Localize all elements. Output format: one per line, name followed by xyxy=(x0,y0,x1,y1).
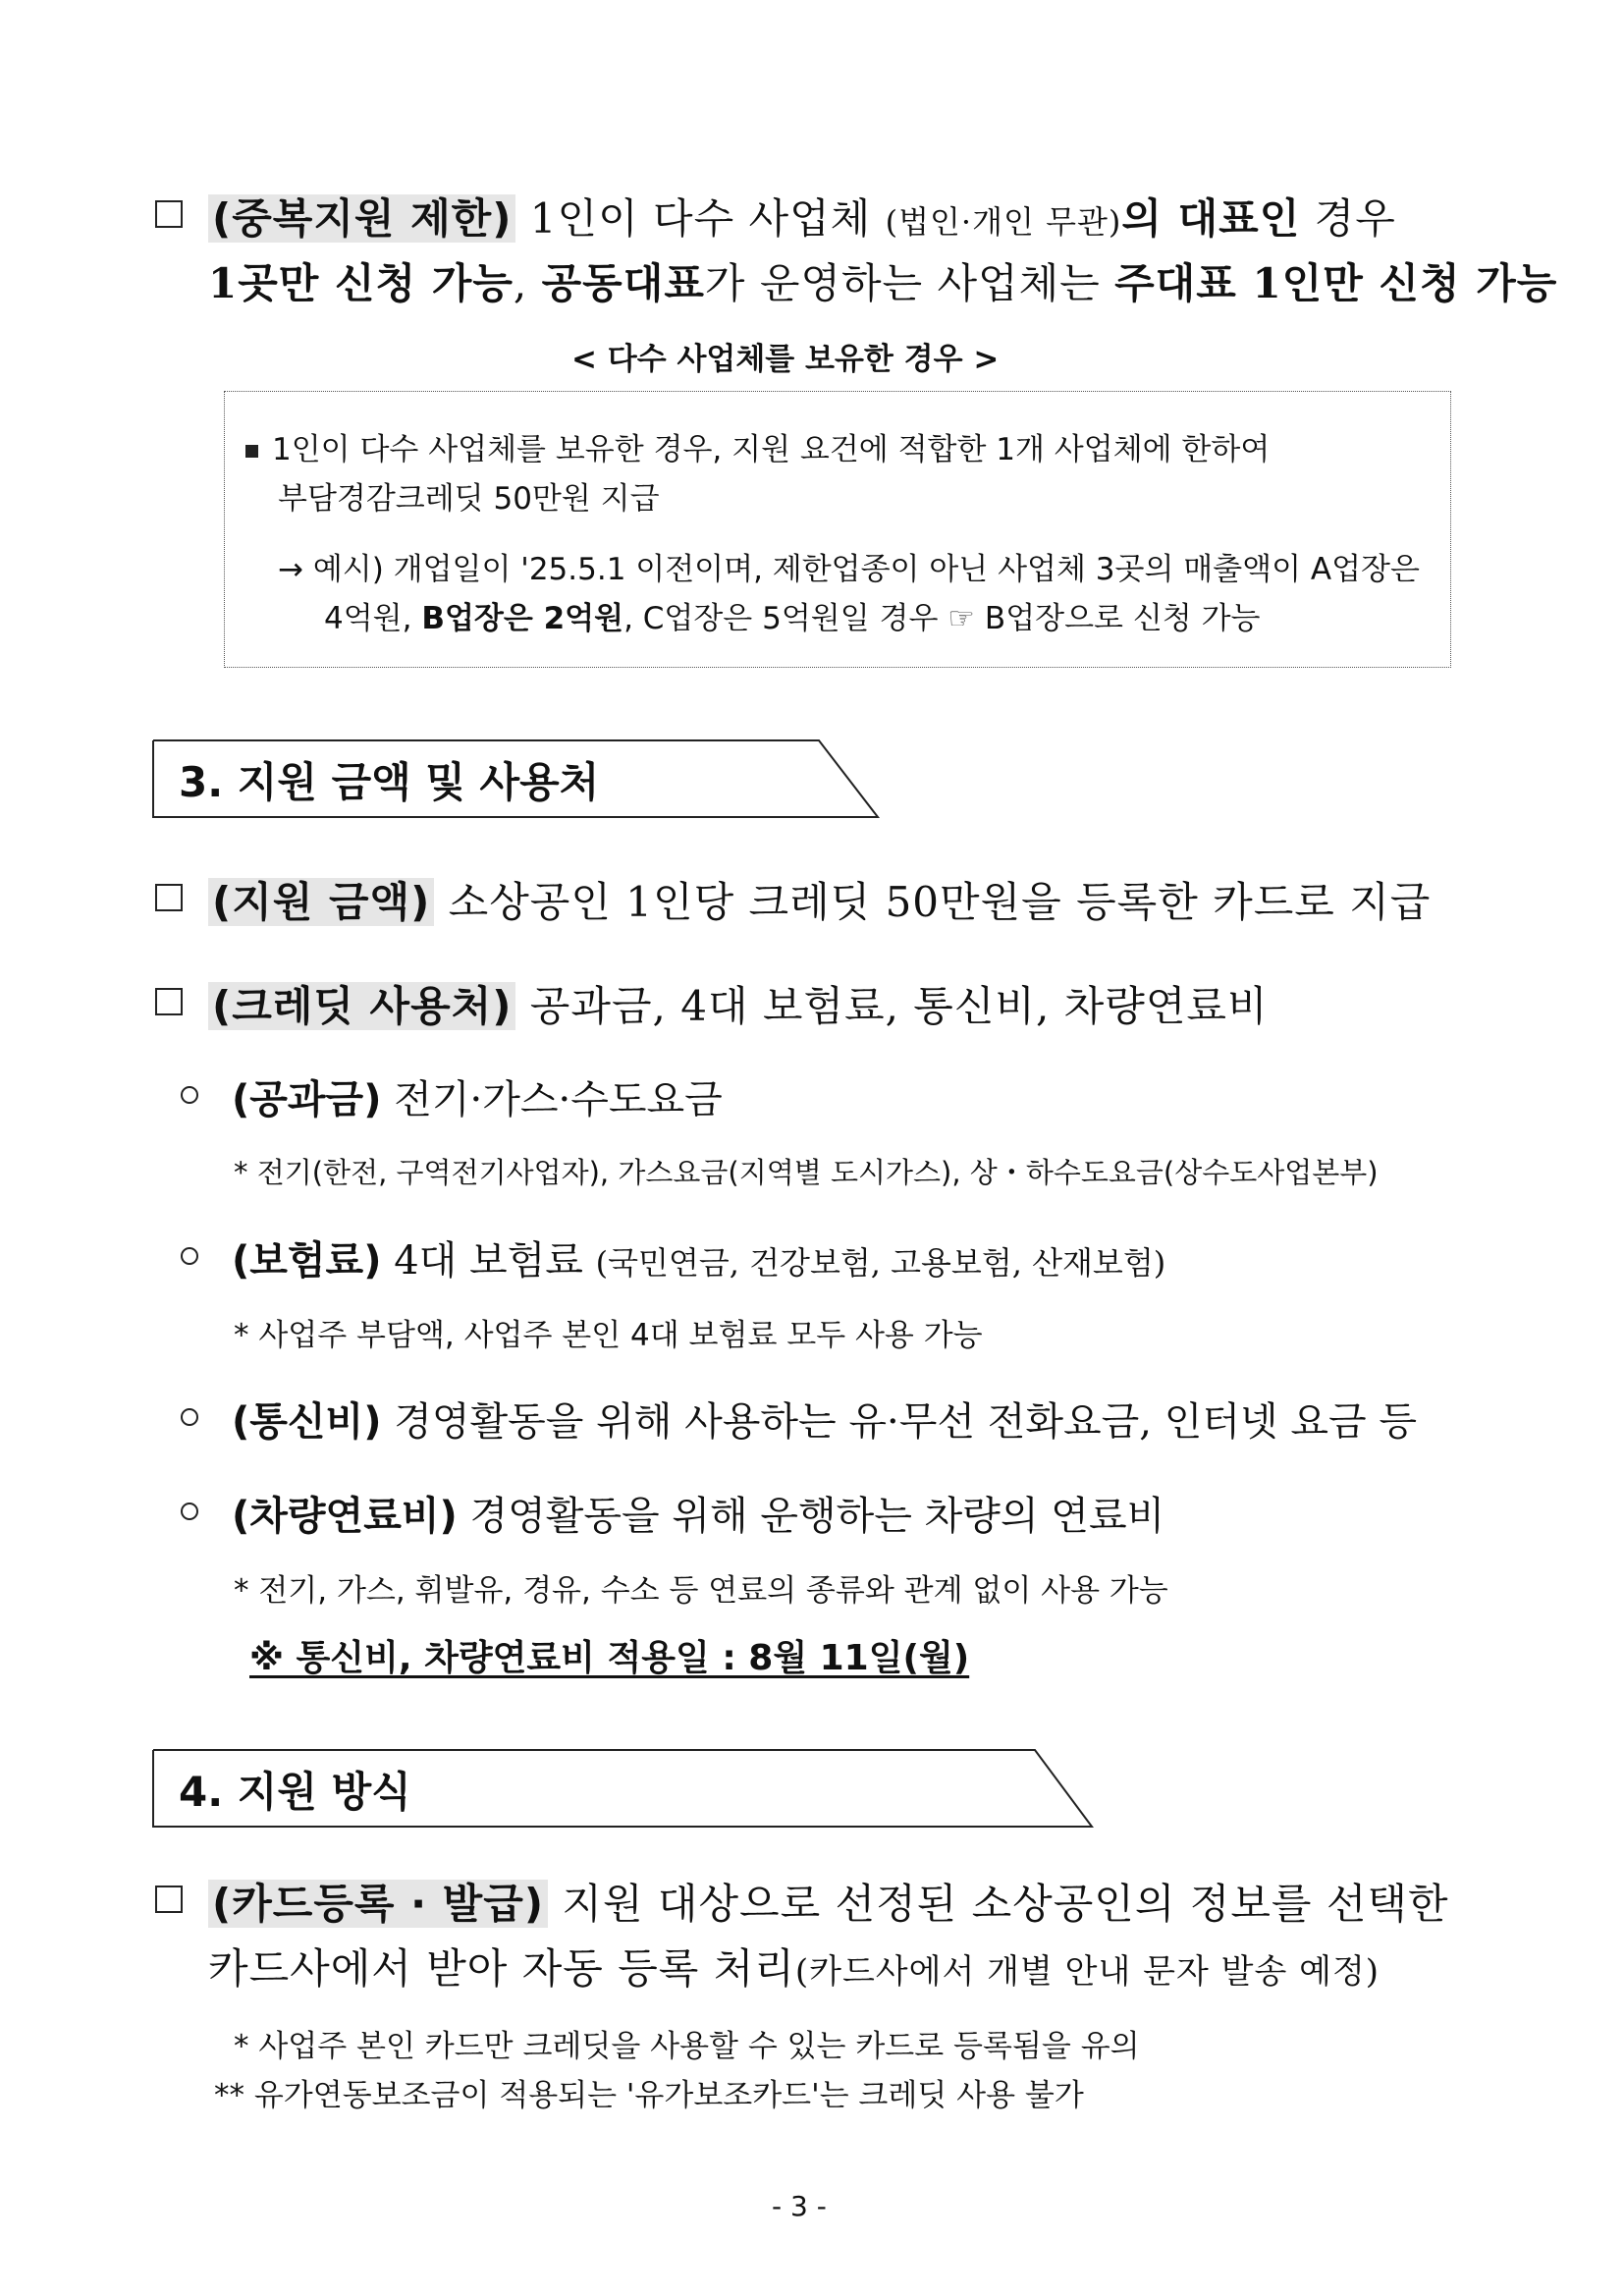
dup-line1-b: 의 xyxy=(1121,194,1178,243)
dup-line2-e: 주대표 1인만 신청 가능 xyxy=(1114,259,1558,307)
circle-bullet-telecom xyxy=(181,1408,198,1426)
insurance-label: (보험료) xyxy=(232,1238,382,1284)
insurance-line xyxy=(232,1230,1165,1285)
page-number: - 3 - xyxy=(772,2190,827,2222)
apply-date-note: ※ 통신비, 차량연료비 적용일 : 8월 11일(월) xyxy=(249,1638,970,1678)
checkbox-square-usage xyxy=(155,988,183,1015)
square-bullet xyxy=(245,445,258,458)
section3-heading: 3. 지원 금액 및 사용처 xyxy=(179,758,600,806)
insurance-text-small: (국민연금, 건강보험, 고용보험, 산재보험) xyxy=(595,1244,1166,1282)
insurance-text: 4대 보험료 xyxy=(381,1238,596,1284)
box-line1-text: 1인이 다수 사업체를 보유한 경우, 지원 요건에 적합한 1개 사업체에 한하여 xyxy=(272,432,1271,467)
telecom-label: (통신비) xyxy=(232,1399,382,1445)
amount-text: 소상공인 1인당 크레딧 50만원을 등록한 카드로 지급 xyxy=(434,878,1432,926)
dup-line2-c: 공동대표 xyxy=(541,259,705,307)
card-line-2 xyxy=(208,1937,1380,1995)
telecom-text: 경영활동을 위해 사용하는 유·무선 전화요금, 인터넷 요금 등 xyxy=(381,1399,1417,1445)
utilities-note: * 전기(한전, 구역전기사업자), 가스요금(지역별 도시가스), 상・하수도요금(상수도사업본부) xyxy=(234,1156,1379,1189)
checkbox-square-dup xyxy=(155,200,183,228)
dup-line1-a: 1인이 다수 사업체 xyxy=(515,194,886,243)
card-line2-b: (카드사에서 개별 안내 문자 발송 예정) xyxy=(794,1952,1380,1992)
dup-line2-d: 가 운영하는 사업체는 xyxy=(704,259,1115,307)
utilities-text: 전기·가스·수도요금 xyxy=(381,1077,723,1122)
circle-bullet-fuel xyxy=(181,1503,198,1520)
circle-bullet-utilities xyxy=(181,1086,198,1104)
dup-line1-paren: (법인·개인 무관) xyxy=(885,203,1122,241)
fuel-text: 경영활동을 위해 운행하는 차량의 연료비 xyxy=(457,1494,1165,1539)
dup-label: (중복지원 제한) xyxy=(208,194,515,243)
dup-line-1 xyxy=(208,187,1396,246)
usage-label: (크레딧 사용처) xyxy=(208,982,515,1030)
dup-line-2 xyxy=(208,251,1557,310)
insurance-note: * 사업주 부담액, 사업주 본인 4대 보험료 모두 사용 가능 xyxy=(234,1318,983,1353)
card-line2-a: 카드사에서 받아 자동 등록 처리 xyxy=(208,1944,795,1993)
amount-label: (지원 금액) xyxy=(208,878,434,926)
dup-line2-b: , xyxy=(513,259,542,307)
card-note-1: * 사업주 본인 카드만 크레딧을 사용할 수 있는 카드로 등록됨을 유의 xyxy=(234,2029,1140,2064)
dup-line2-a: 1곳만 신청 가능 xyxy=(208,259,514,307)
card-label: (카드등록 · 발급) xyxy=(208,1880,548,1928)
box-title: < 다수 사업체를 보유한 경우 > xyxy=(571,342,1000,377)
box-ex-b: , C업장은 5억원일 경우 xyxy=(623,601,948,636)
telecom-line xyxy=(232,1391,1417,1447)
box-ex-c: B업장으로 신청 가능 xyxy=(975,601,1261,636)
box-ex-a: 4억원, xyxy=(324,601,422,636)
checkbox-square-amount xyxy=(155,884,183,911)
dup-line1-bold: 대표인 xyxy=(1177,194,1301,243)
fuel-line xyxy=(232,1485,1164,1541)
fuel-label: (차량연료비) xyxy=(232,1494,458,1539)
pointing-hand-icon: ☞ xyxy=(947,601,976,636)
box-line-2: 부담경감크레딧 50만원 지급 xyxy=(278,481,660,517)
card-line1-text: 지원 대상으로 선정된 소상공인의 정보를 선택한 xyxy=(548,1880,1449,1928)
box-example-line-1: → 예시) 개업일이 '25.5.1 이전이며, 제한업종이 아닌 사업체 3곳의 매출액이 A업장은 xyxy=(278,552,1420,587)
box-example-line-2 xyxy=(324,593,1260,637)
usage-text: 공과금, 4대 보험료, 통신비, 차량연료비 xyxy=(515,982,1269,1030)
box-ex-bold: B업장은 2억원 xyxy=(421,601,624,636)
section4-heading: 4. 지원 방식 xyxy=(179,1768,411,1816)
card-line-1 xyxy=(208,1872,1449,1931)
usage-line xyxy=(208,974,1269,1033)
utilities-line xyxy=(232,1068,723,1124)
dup-line1-c: 경우 xyxy=(1300,194,1396,243)
circle-bullet-insurance xyxy=(181,1247,198,1265)
utilities-label: (공과금) xyxy=(232,1077,382,1122)
box-line-1 xyxy=(245,424,1270,468)
amount-line xyxy=(208,870,1431,929)
checkbox-square-card xyxy=(155,1886,183,1913)
fuel-note: * 전기, 가스, 휘발유, 경유, 수소 등 연료의 종류와 관계 없이 사용 가능 xyxy=(234,1573,1168,1609)
card-note-2: ** 유가연동보조금이 적용되는 '유가보조카드'는 크레딧 사용 불가 xyxy=(214,2078,1084,2113)
